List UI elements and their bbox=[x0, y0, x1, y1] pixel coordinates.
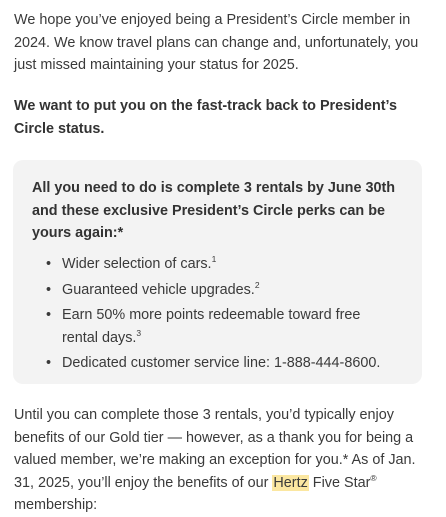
bullet-icon: • bbox=[46, 281, 52, 298]
perks-heading: All you need to do is complete 3 rentals by June 30th and these exclusive President’s Circle perks can be yours again:* bbox=[32, 180, 396, 241]
brand-name-hertz: Hertz bbox=[273, 474, 308, 491]
perk-item-wider-selection bbox=[13, 253, 382, 276]
perk-text: Dedicated customer service line: 1-888-444-8600. bbox=[62, 355, 381, 371]
perks-list bbox=[13, 253, 422, 375]
perk-item-upgrades bbox=[13, 279, 382, 302]
perk-item-points bbox=[13, 304, 382, 349]
bullet-icon: • bbox=[46, 307, 52, 323]
footnote-marker: 2 bbox=[254, 279, 260, 290]
intro-paragraph: We hope you’ve enjoyed being a President’s Circle member in 2024. We know travel plans can change and, unfortunately, you just missed maintaining your status for 2025. bbox=[14, 12, 419, 73]
fasttrack-heading: We want to put you on the fast-track back to President’s Circle status. bbox=[14, 98, 398, 137]
outro-text-part2: Five Star bbox=[308, 474, 371, 491]
footnote-marker: 1 bbox=[211, 254, 217, 264]
outro-text-part1: Until you can complete those 3 rentals, you’d typically enjoy benefits of our Gold tier — however, as a thank you for being a valued member, we’re making an exception for you.* As of Jan. 31, 2025, you’ll enjoy the benefits of our bbox=[14, 407, 416, 491]
bullet-icon: • bbox=[46, 256, 52, 272]
perk-text: Guaranteed vehicle upgrades. bbox=[62, 281, 255, 298]
perk-text: Wider selection of cars. bbox=[62, 256, 212, 272]
bullet-icon: • bbox=[46, 355, 52, 371]
footnote-marker: 3 bbox=[136, 327, 142, 338]
perks-callout-box bbox=[13, 160, 422, 384]
registered-mark: ® bbox=[370, 472, 377, 483]
perk-item-service-line bbox=[13, 352, 382, 375]
outro-text-part3: membership: bbox=[14, 497, 98, 513]
perk-text: Earn 50% more points redeemable toward free rental days. bbox=[62, 307, 361, 346]
